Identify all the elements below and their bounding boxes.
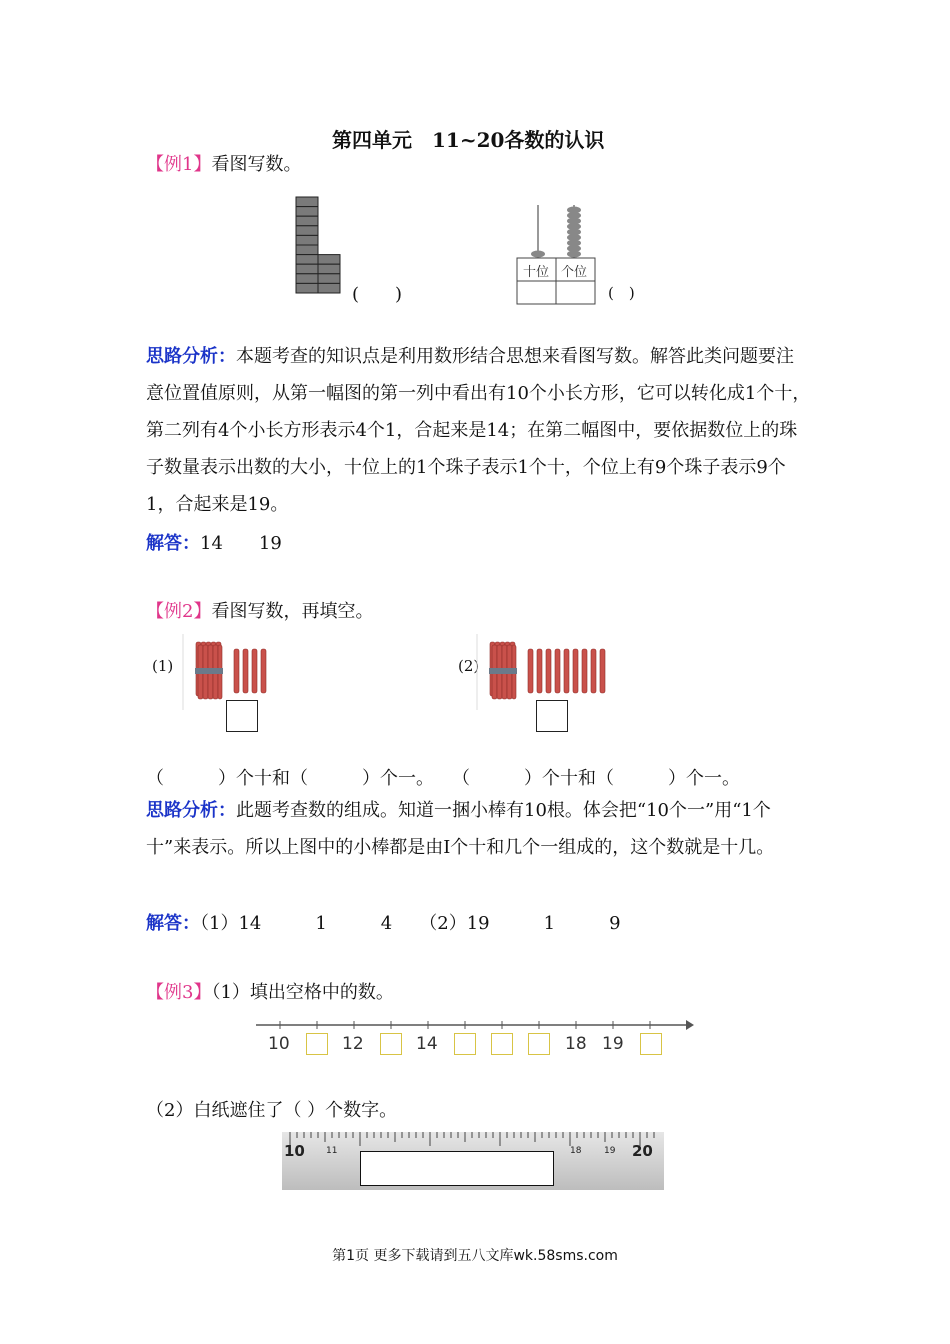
ruler-label: 18 [570,1146,582,1156]
abacus-ones-label: 个位 [561,265,588,280]
number-line-blank [380,1033,402,1055]
answer-blank: ( ) [352,284,403,305]
page-footer: 第1页 更多下载请到五八文库wk.58sms.com [332,1248,618,1264]
answer-text: 14 19 [200,533,282,554]
page-title: 第四单元 11~20各数的认识 [332,128,605,152]
example-2-heading [146,597,373,623]
analysis-paragraph [146,792,811,866]
number-answer-box [536,700,568,732]
figure-label: (1) [152,657,174,675]
abacus-figure [510,200,610,308]
sticks-figure-2 [476,634,624,710]
number-line-blank [306,1033,328,1055]
number-line-label: 12 [342,1034,364,1054]
number-line-blank [528,1033,550,1055]
part-2-prompt: （2）白纸遮住了（ ）个数字。 [146,1100,398,1121]
answer-line [146,909,621,935]
answer-blank: ( ) [608,284,635,302]
answer-label: 解答： [146,913,200,934]
number-line-blank [640,1033,662,1055]
example-prompt: 看图写数。 [211,154,302,175]
ruler-label: 10 [284,1142,305,1160]
figure-label: (2) [458,657,480,675]
example-prompt: （1）填出空格中的数。 [211,982,394,1003]
example-1-heading [146,150,301,176]
example-tag: 【例2】 [146,601,212,622]
number-line-label: 10 [268,1034,290,1054]
sticks-figure-1 [182,634,324,710]
number-line-blank [454,1033,476,1055]
answer-label: 解答： [146,533,200,554]
number-line [256,1016,696,1058]
example-tag: 【例3】 [146,982,212,1003]
ruler-figure [282,1132,664,1190]
number-line-blank [491,1033,513,1055]
number-answer-box [226,700,258,732]
example-tag: 【例1】 [146,154,212,175]
answer-text: （1）14 1 4 （2）19 1 9 [200,913,621,934]
number-line-label: 19 [602,1034,624,1054]
fill-in-line: （ ）个十和（ ）个一。 （ ）个十和（ ）个一。 [146,768,740,789]
number-line-label: 18 [565,1034,587,1054]
ruler-label: 11 [326,1146,338,1156]
analysis-label: 思路分析： [146,800,236,821]
analysis-paragraph [146,338,811,523]
number-line-label: 14 [416,1034,438,1054]
abacus-tens-label: 十位 [523,265,550,280]
white-paper-cover [360,1151,554,1186]
analysis-text: 此题考查数的组成。知道一捆小棒有10根。体会把“10个一”用“1个十”来表示。所以上图中的小棒都是由I个十和几个一组成的，这个数就是十几。 [146,800,775,858]
ruler-label: 19 [604,1146,616,1156]
example-prompt: 看图写数，再填空。 [211,601,374,622]
answer-line [146,529,282,555]
example-3-heading [146,978,394,1004]
analysis-text: 本题考查的知识点是利用数形结合思想来看图写数。解答此类问题要注意位置值原则，从第一幅图的第一列中看出有10个小长方形，它可以转化成1个十，第二列有4个小长方形表示4个1，合起来是14；在第二幅图中，要依据数位上的珠子数量表示出数的大小，十位上的1个珠子表示1个十，个位上有9个珠子表示9个1，合起来是19。 [146,346,811,515]
analysis-label: 思路分析： [146,346,236,367]
ruler-label: 20 [632,1142,653,1160]
